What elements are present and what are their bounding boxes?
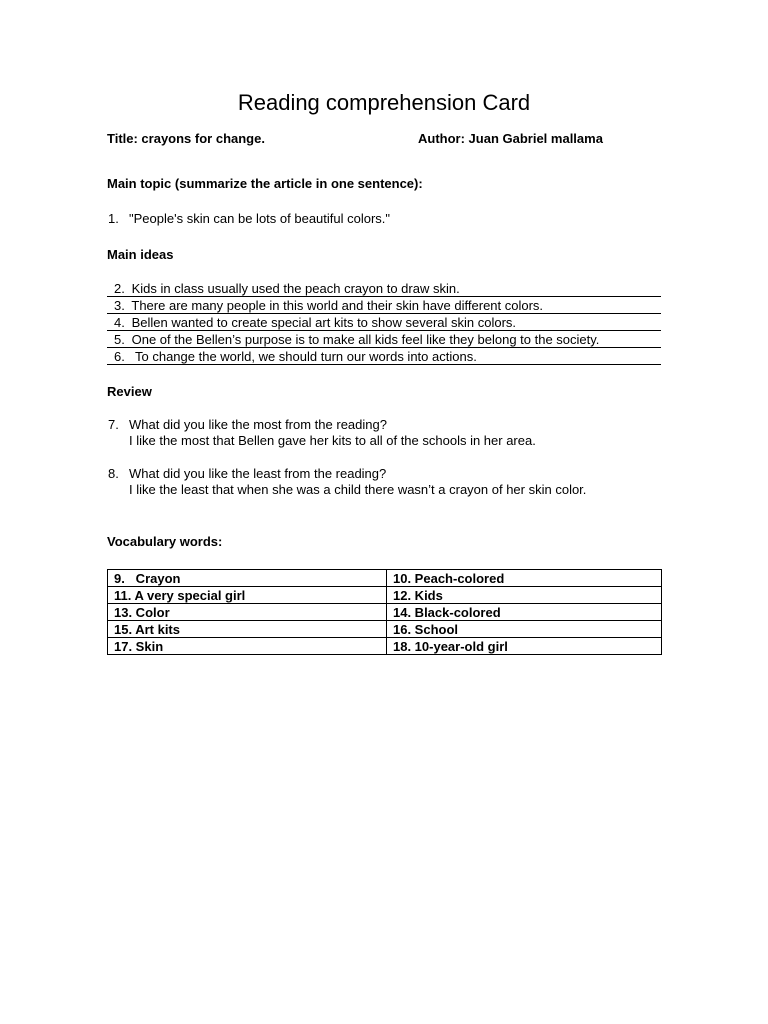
main-idea-text: One of the Bellen’s purpose is to make all kids feel like they belong to the society. [131, 332, 600, 347]
main-idea-number: 5. [114, 332, 125, 347]
main-idea-row [107, 297, 661, 314]
main-idea-text: There are many people in this world and their skin have different colors. [131, 298, 544, 313]
vocabulary-cell: 11. A very special girl [108, 587, 387, 604]
review-question-text: What did you like the least from the reading? [129, 466, 387, 481]
main-idea-row [107, 331, 661, 348]
main-topic-text: "People's skin can be lots of beautiful colors." [129, 211, 391, 226]
vocabulary-heading: Vocabulary words: [107, 534, 223, 549]
table-row [108, 621, 662, 638]
review-heading: Review [107, 384, 152, 399]
page-title: Reading comprehension Card [237, 90, 531, 115]
vocabulary-cell: 17. Skin [108, 638, 387, 655]
main-idea-row [107, 280, 661, 297]
vocabulary-cell: 13. Color [108, 604, 387, 621]
main-topic-number: 1. [108, 211, 119, 226]
article-title: Title: crayons for change. [107, 131, 265, 146]
vocabulary-cell: 14. Black-colored [387, 604, 662, 621]
main-idea-number: 2. [114, 281, 125, 296]
vocabulary-cell: 10. Peach-colored [387, 570, 662, 587]
vocabulary-cell: 15. Art kits [108, 621, 387, 638]
review-answer-8: I like the least that when she was a child there wasn’t a crayon of her skin color. [129, 482, 587, 497]
review-answer-7: I like the most that Bellen gave her kits to all of the schools in her area. [129, 433, 536, 448]
vocabulary-cell: 12. Kids [387, 587, 662, 604]
table-row [108, 604, 662, 621]
review-question-7 [108, 417, 387, 432]
main-idea-text: Kids in class usually used the peach crayon to draw skin. [131, 281, 460, 296]
main-topic-heading: Main topic (summarize the article in one sentence): [107, 176, 423, 191]
vocabulary-cell: 18. 10-year-old girl [387, 638, 662, 655]
review-question-8 [108, 466, 386, 481]
main-idea-text: Bellen wanted to create special art kits to show several skin colors. [131, 315, 517, 330]
vocabulary-table [107, 569, 662, 655]
main-topic-line [108, 211, 390, 226]
main-idea-text: To change the world, we should turn our words into actions. [131, 349, 477, 364]
vocabulary-cell: 9. Crayon [108, 570, 387, 587]
main-idea-row [107, 314, 661, 331]
vocabulary-cell: 16. School [387, 621, 662, 638]
main-ideas-list [107, 280, 661, 365]
review-number: 7. [108, 417, 119, 432]
table-row [108, 638, 662, 655]
article-author: Author: Juan Gabriel mallama [418, 131, 603, 146]
main-idea-number: 4. [114, 315, 125, 330]
review-number: 8. [108, 466, 119, 481]
table-row [108, 587, 662, 604]
review-question-text: What did you like the most from the reading? [129, 417, 387, 432]
table-row [108, 570, 662, 587]
main-idea-row [107, 348, 661, 365]
main-idea-number: 6. [114, 349, 125, 364]
main-ideas-heading: Main ideas [107, 247, 174, 262]
main-idea-number: 3. [114, 298, 125, 313]
